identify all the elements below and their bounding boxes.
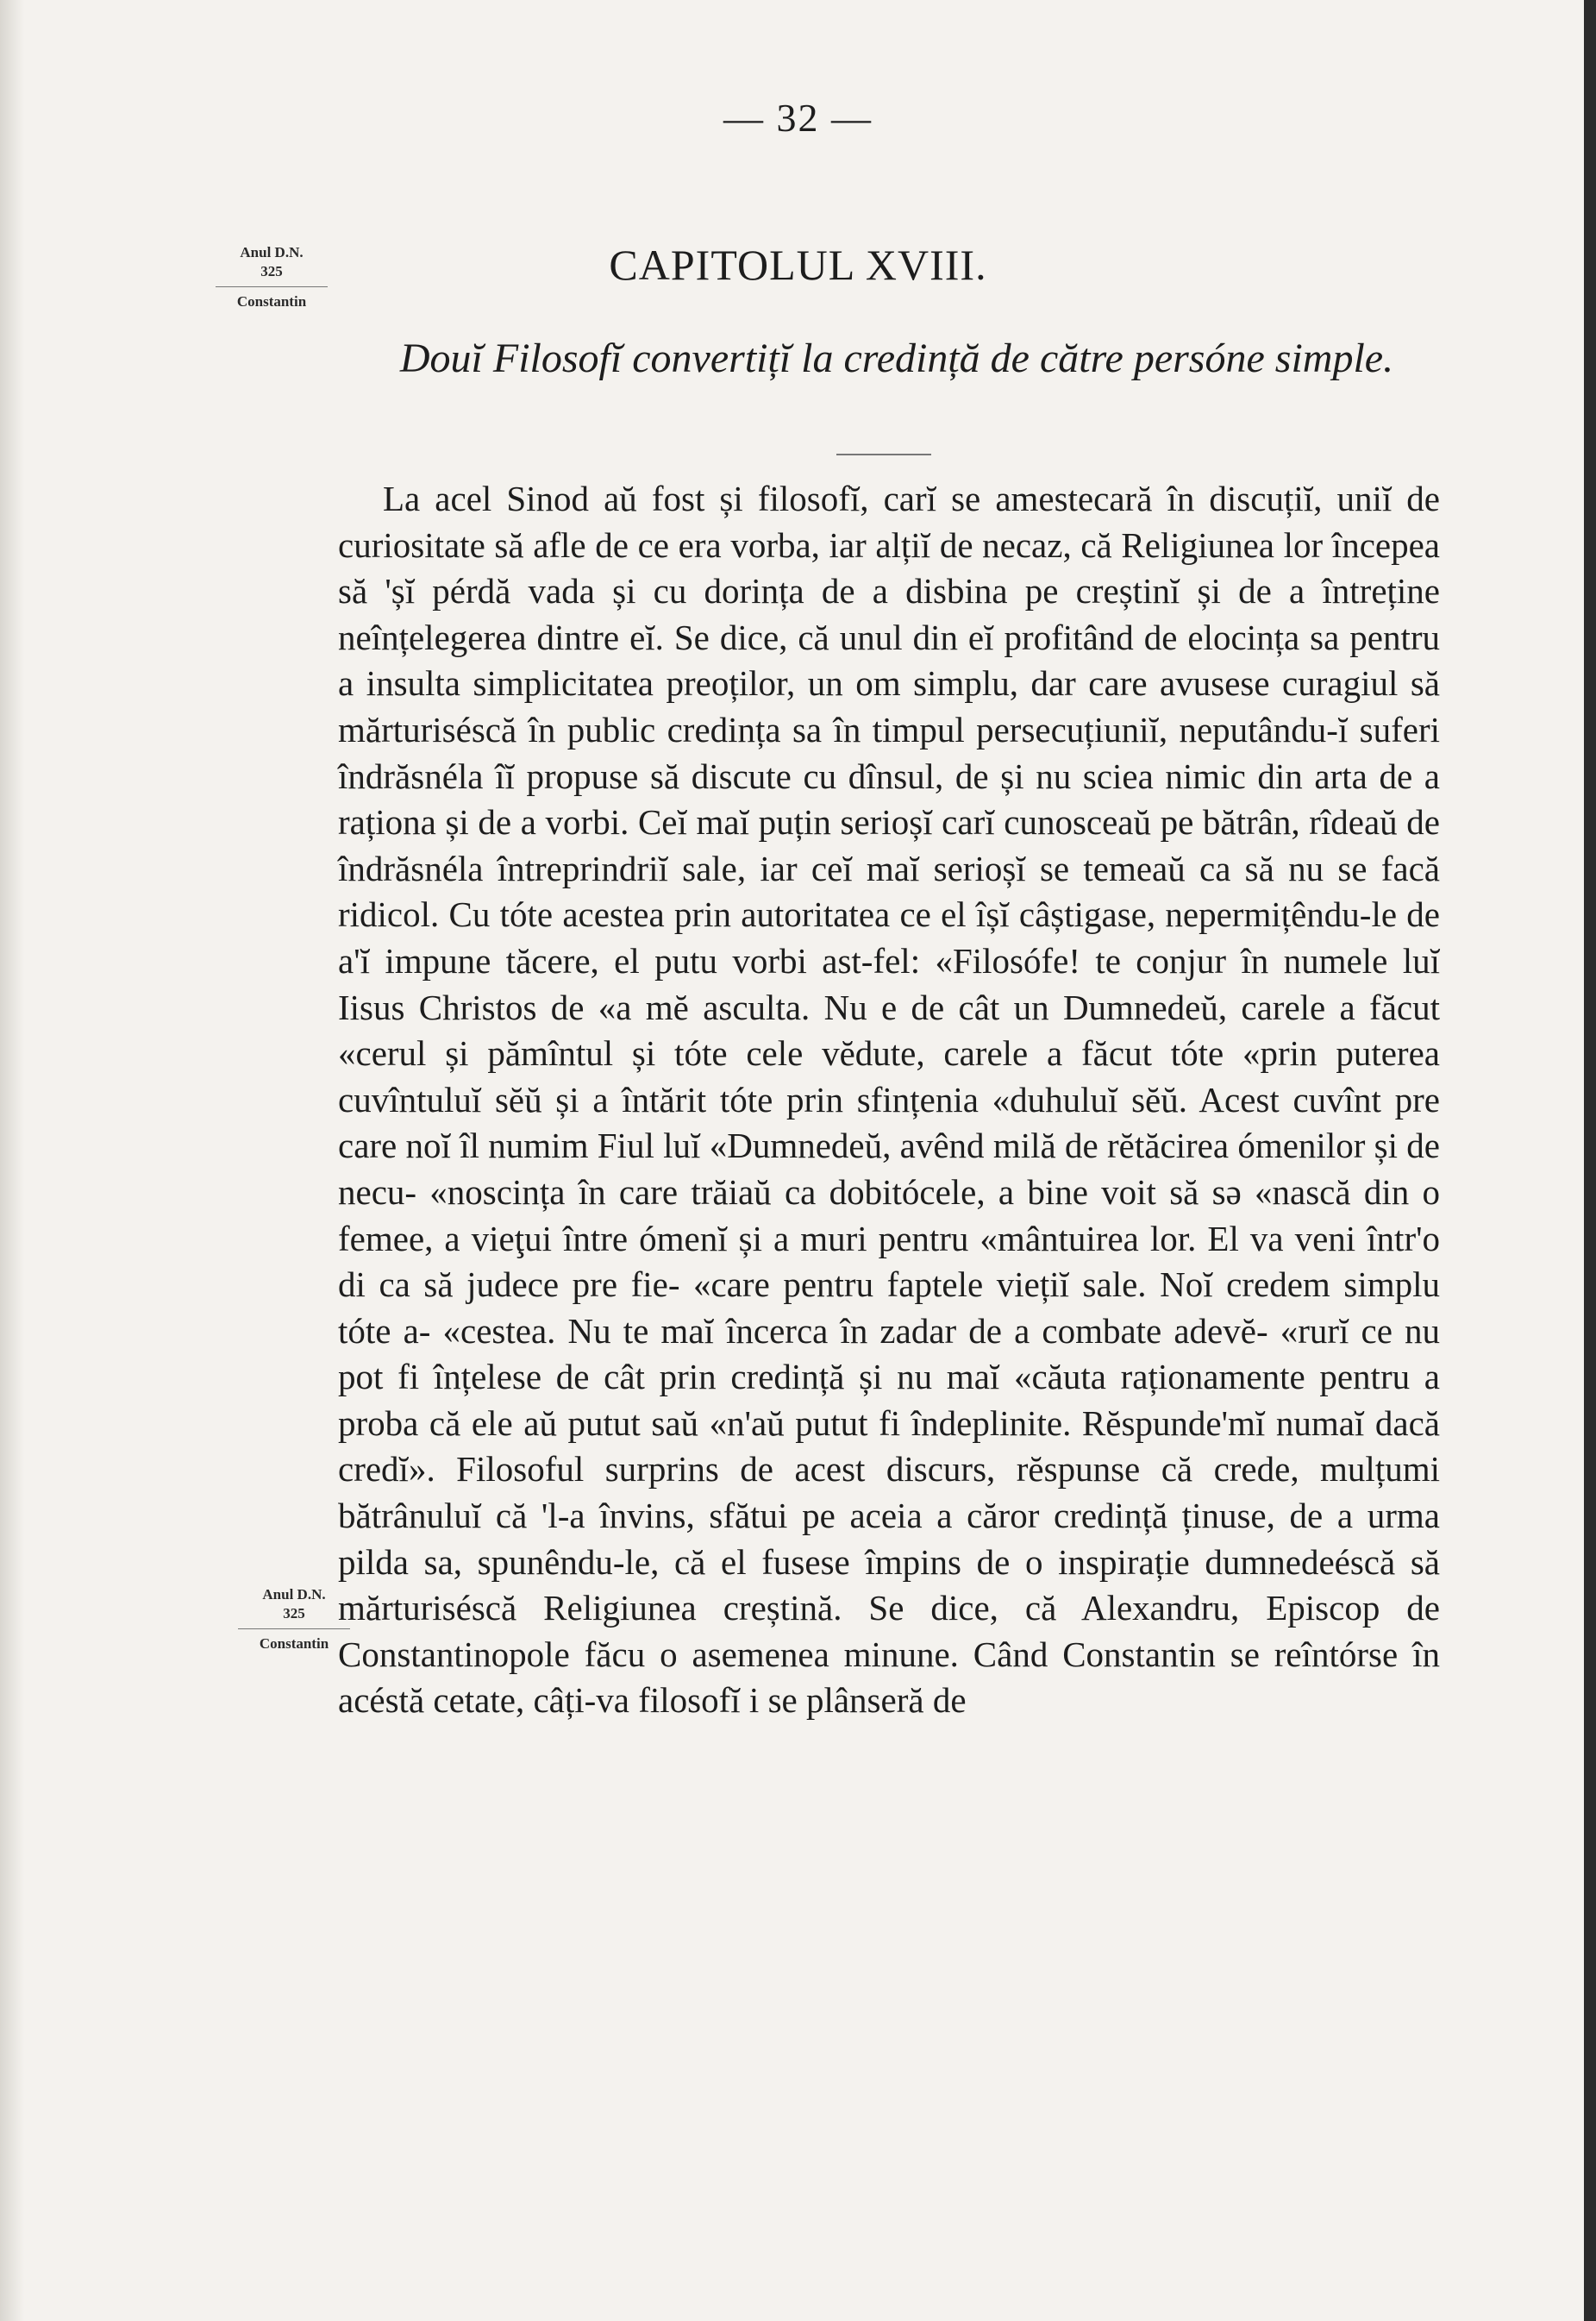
chapter-subtitle: Douĭ Filosofĭ convertițĭ la credință de către persóne simple. [399, 336, 1394, 381]
margin-note-divider [238, 1628, 350, 1629]
margin-note-bottom [238, 1585, 350, 1653]
page-edge [1584, 0, 1596, 2321]
chapter-title: CAPITOLUL XVIII. [609, 241, 987, 289]
margin-note-year: 325 [260, 263, 283, 279]
margin-note-year-label: Anul D.N. [240, 244, 304, 260]
page-shadow [0, 0, 24, 2321]
title-divider [836, 454, 931, 455]
page-number: — 32 — [723, 96, 873, 140]
margin-note-year-label: Anul D.N. [262, 1586, 326, 1603]
body-paragraph: La acel Sinod aŭ fost și filosofĭ, carĭ se amestecară în discuțiĭ, uniĭ de curiositate să afle de ce era vorba, iar alțiĭ de necaz, că Religiunea lor începea să 'șĭ pérdă vada și cu dorința de a disbina pe creștinĭ și de a întreține neînțelegerea dintre eĭ. Se dice, că unul din eĭ profitând de elocința sa pentru a insulta simplicitatea preoților, un om simplu, dar care avusese curagiul să mărturiséscă în public credința sa în timpul persecuțiuniĭ, neputându-ĭ suferi îndrăsnéla îĭ propuse să discute cu dînsul, de și nu sciea nimic din arta de a raționa și de a vorbi. Ceĭ maĭ puțin serioșĭ carĭ cunosceaŭ pe bătrân, rîdeaŭ de îndrăsnéla întreprindriĭ sale, iar ceĭ maĭ serioșĭ se temeaŭ ca să nu se facă ridicol. Cu tóte acestea prin autoritatea ce el îșĭ câștigase, nepermițêndu-le de a'ĭ impune tăcere, el putu vorbi ast-fel: «Filosófe! te conjur în numele luĭ Iisus Christos de «a mĕ asculta. Nu e de cât un Dumnedeŭ, carele a făcut «cerul și pămîntul și tóte cele vĕdute, carele a făcut tóte «prin puterea cuvîntuluĭ sĕŭ și a întărit tóte prin sfințenia «duhuluĭ sĕŭ. Acest cuvînt pre care noĭ îl numim Fiul luĭ «Dumnedeŭ, avênd milă de rĕtăcirea ómenilor și de necu- «noscința în care trăiaŭ ca dobitócele, a bine voit să sə «nască din o femee, a vieţui între ómenĭ și a muri pentru «mântuirea lor. El va veni într'o di ca să judece pre fie- «care pentru faptele viețiĭ sale. Noĭ credem simplu tóte a- «cestea. Nu te maĭ încerca în zadar de a combate adevĕ- «rurĭ ce nu pot fi înțelese de cât prin credință și nu maĭ «căuta raționamente pentru a proba că ele aŭ putut saŭ «n'aŭ putut fi îndeplinite. Rĕspunde'mĭ numaĭ dacă credĭ». Filosoful surprins de acest discurs, rĕspunse că crede, mulțumi bătrânuluĭ că 'l-a învins, sfătui pe aceia a căror credință ținuse, de a urma pilda sa, spunêndu-le, că el fusese împins de o inspirație dumnedeéscă să mărturiséscă Religiunea creștină. Se dice, că Alexandru, Episcop de Constantinopole făcu o asemenea minune. Când Constantin se reîntórse în acéstă cetate, câți-va filosofĭ i se plânseră de [338, 479, 1440, 1721]
margin-note-name: Constantin [236, 293, 307, 310]
margin-note-year: 325 [283, 1605, 305, 1622]
margin-note-name: Constantin [259, 1635, 329, 1652]
